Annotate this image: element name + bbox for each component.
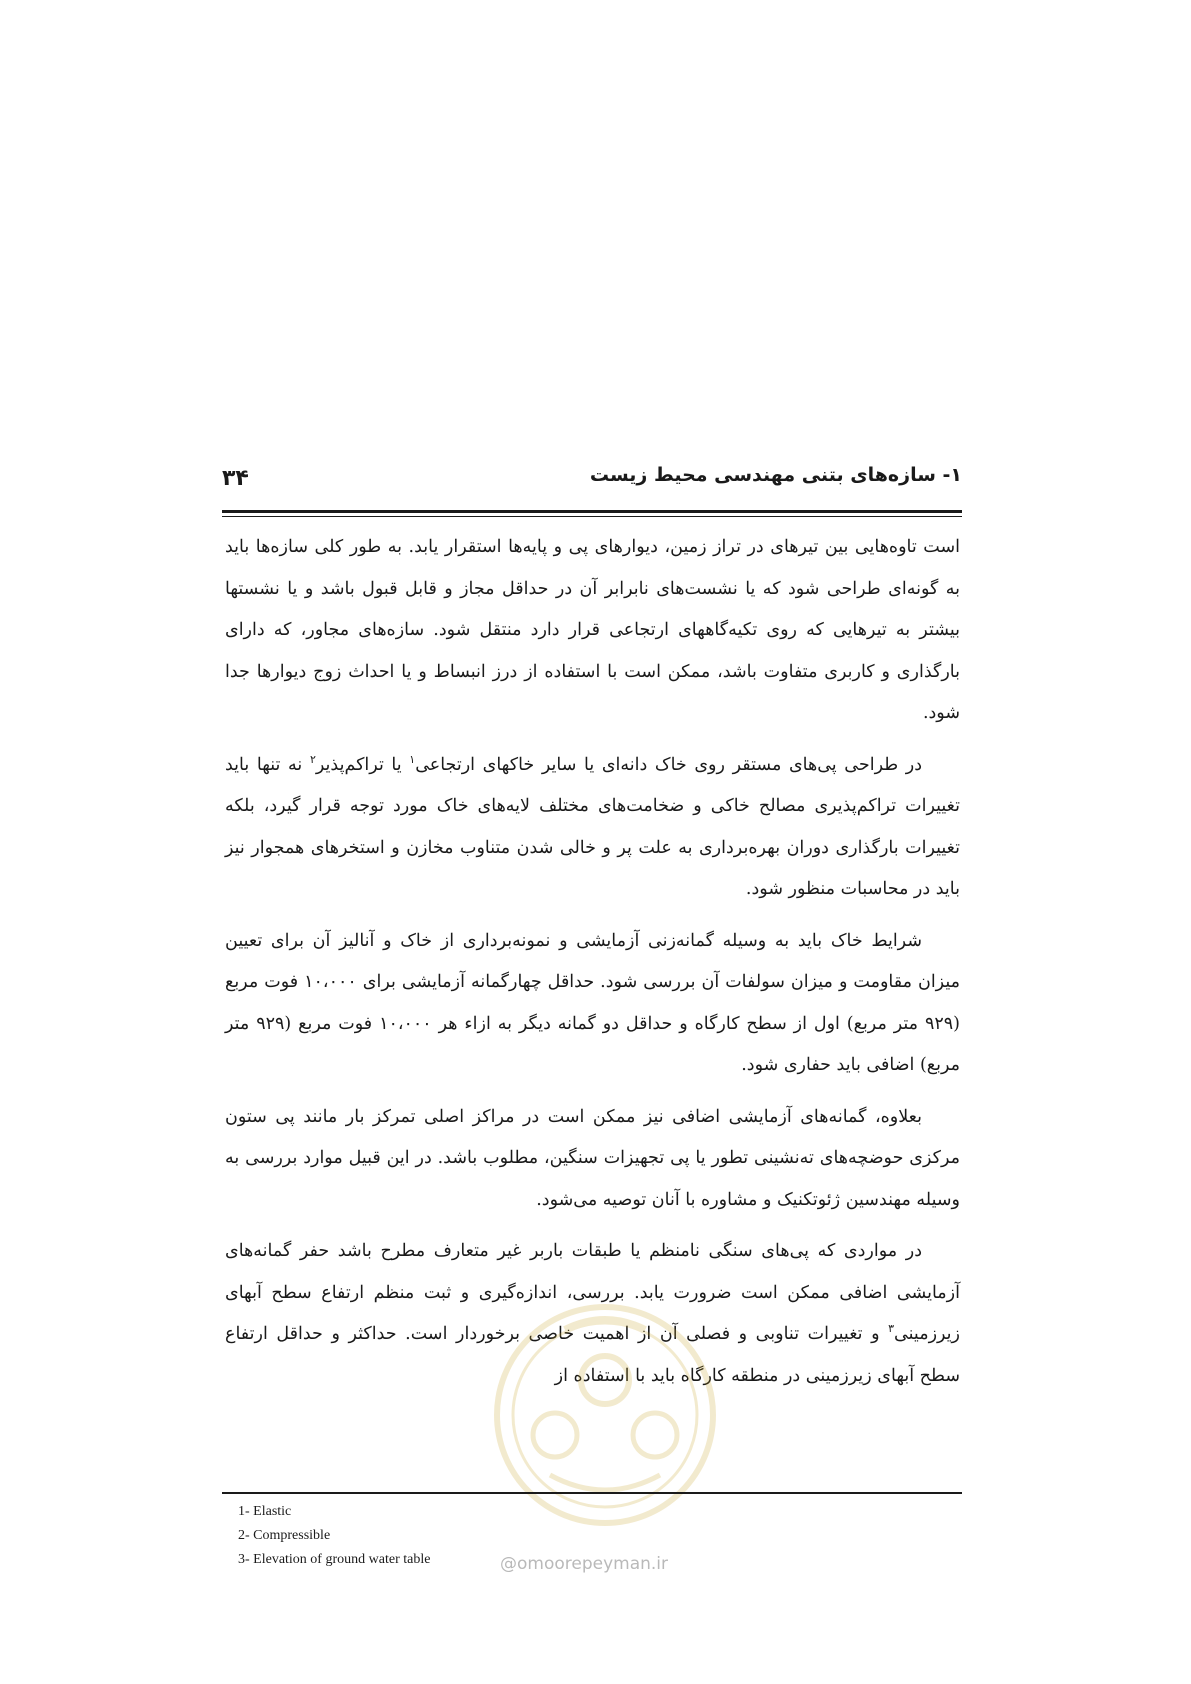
footnote-ref-3: ۳: [888, 1322, 895, 1336]
footnote-3: 3- Elevation of ground water table: [238, 1552, 431, 1567]
page-number: ۳۴: [222, 466, 249, 491]
footnote-ref-2: ۲: [309, 752, 316, 766]
paragraph-4: بعلاوه، گمانه‌های آزمایشی اضافی نیز ممکن است در مراکز اصلی تمرکز بار مانند پی ستون مرکزی حوضچه‌های ته‌نشینی تطور یا پی تجهیزات سنگین، مطلوب باشد. در این قبیل موارد بررسی به وسیله مهندسین ژئوتکنیک و مشاوره با آنان توصیه می‌شود.: [225, 1106, 960, 1210]
footnote-1: 1- Elastic: [238, 1504, 292, 1519]
paragraph-3: شرایط خاک باید به وسیله گمانه‌زنی آزمایشی و نمونه‌برداری از خاک و آنالیز آن برای تعیین میزان مقاومت و میزان سولفات آن بررسی شود. حداقل چهارگمانه آزمایشی برای ۱۰،۰۰۰ فوت مربع (۹۲۹ متر مربع) اول از سطح کارگاه و حداقل دو گمانه دیگر به ازاء هر ۱۰،۰۰۰ فوت مربع (۹۲۹ متر مربع) اضافی باید حفاری شود.: [225, 930, 960, 1075]
header-rule-thin: [222, 516, 962, 517]
footnote-rule: [222, 1492, 962, 1494]
emblem-seal-icon: [490, 1300, 720, 1530]
watermark-text: @omoorepeyman.ir: [500, 1554, 669, 1574]
paragraph-5-part-a: در مواردی که پی‌های سنگی نامنظم یا طبقات باربر غیر متعارف مطرح باشد حفر گمانه‌های آزمایشی اضافی ممکن است ضرورت یابد. بررسی، اندازه‌گیری و ثبت منظم ارتفاع سطح آبهای زیرزمینی: [225, 1241, 960, 1344]
page-header: [222, 460, 962, 500]
paragraph-1: است تاوه‌هایی بین تیرهای در تراز زمین، دیوارهای پی و پایه‌ها استقرار یابد. به طور کلی سازه‌ها باید به گونه‌ای طراحی شود که یا نشست‌های نابرابر آن در حداقل مجاز و قابل قبول باشد و یا نشستها بیشتر به تیرهایی که روی تکیه‌گاههای ارتجاعی قرار دارد منتقل شود. سازه‌های مجاور، که دارای بارگذاری و کاربری متفاوت باشد، ممکن است با استفاده از درز انبساط و یا احداث زوج دیوارها جدا شود.: [225, 537, 960, 723]
footnote-2: 2- Compressible: [238, 1528, 331, 1543]
body-text: [225, 527, 960, 1407]
paragraph-2-part-a: در طراحی پی‌های مستقر روی خاک دانه‌ای یا سایر خاکهای ارتجاعی: [415, 754, 923, 775]
header-rule-thick: [222, 510, 962, 513]
paragraph-2: [225, 745, 960, 911]
paragraph-2-part-b: یا تراکم‌پذیر: [315, 754, 410, 775]
paragraph-2-part-c: نه تنها باید تغییرات تراکم‌پذیری مصالح خاکی و ضخامت‌های مختلف لایه‌های خاک مورد توجه قرار گیرد، بلکه تغییرات بارگذاری دوران بهره‌برداری به علت پر و خالی شدن متناوب مخازن و استخرهای همجوار نیز باید در محاسبات منظور شود.: [225, 754, 960, 899]
running-title: ۱- سازه‌های بتنی مهندسی محیط زیست: [589, 464, 962, 486]
paragraph-5-part-b: و تغییرات تناوبی و فصلی آن از اهمیت خاصی برخوردار است. حداکثر و حداقل ارتفاع سطح آبهای زیرزمینی در منطقه کارگاه باید با استفاده از: [225, 1324, 960, 1386]
footnote-ref-1: ۱: [409, 752, 416, 766]
